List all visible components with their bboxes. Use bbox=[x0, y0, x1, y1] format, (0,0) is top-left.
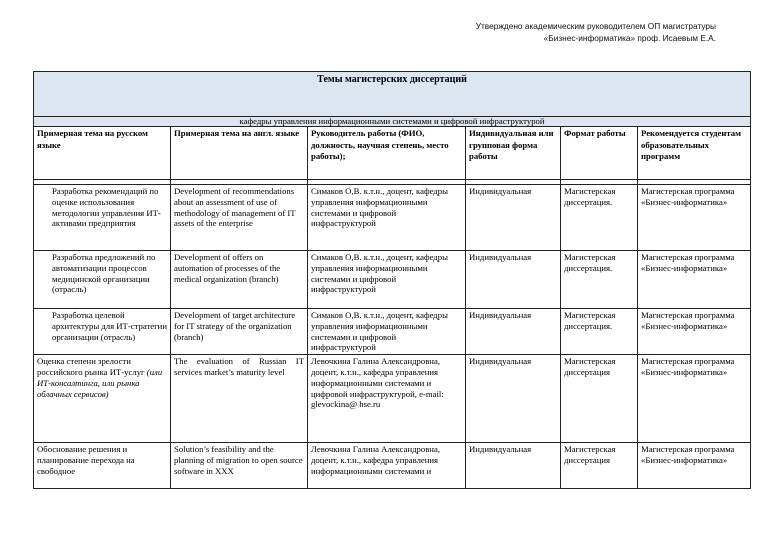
work-form: Индивидуальная bbox=[466, 185, 561, 251]
table-row bbox=[34, 443, 751, 489]
program: Магистерская программа «Бизнес-информатика» bbox=[638, 251, 751, 309]
header-program: Рекомендуется студентам образовательных программ bbox=[638, 127, 751, 180]
topic-ru bbox=[34, 355, 171, 443]
work-format: Магистерская диссертация bbox=[561, 443, 638, 489]
topic-ru: Обоснование решения и планирование перехода на свободное bbox=[34, 443, 171, 489]
work-format: Магистерская диссертация bbox=[561, 355, 638, 443]
supervisor: Левочкина Галина Александровна, доцент, к.т.н., кафедра управления информационными системами и цифровой инфраструктурой, e-mail: glevockina@ hse.ru bbox=[308, 355, 466, 443]
header-en-topic: Примерная тема на англ. языке bbox=[171, 127, 308, 180]
topic-en: Development of target architecture for IT strategy of the organization (branch) bbox=[171, 309, 308, 355]
topic-en: The evaluation of Russian IT services market’s maturity level bbox=[171, 355, 308, 443]
header-work-form: Индивидуальная или групповая форма работы bbox=[466, 127, 561, 180]
table-title: Темы магистерских диссертаций bbox=[34, 72, 751, 117]
work-format: Магистерская диссертация. bbox=[561, 309, 638, 355]
header-ru-topic: Примерная тема на русском языке bbox=[34, 127, 171, 180]
approval-line-1: Утверждено академическим руководителем ОП магистратуры bbox=[475, 21, 716, 31]
supervisor: Симаков О,В. к.т.н., доцент, кафедры управления информационными системами и цифровой инфраструктурой bbox=[308, 251, 466, 309]
work-form: Индивидуальная bbox=[466, 309, 561, 355]
topic-en: Development of recommendations about an assessment of use of methodology of management of IT assets of the enterprise bbox=[171, 185, 308, 251]
approval-line-2: «Бизнес-информатика» проф. Исаевым Е.А. bbox=[543, 33, 716, 43]
work-form: Индивидуальная bbox=[466, 355, 561, 443]
topic-ru: Разработка предложений по автоматизации процессов медицинской организации (отрасль) bbox=[34, 251, 171, 309]
work-format: Магистерская диссертация. bbox=[561, 251, 638, 309]
supervisor: Симаков О,В. к.т.н., доцент, кафедры управления информационными системами и цифровой инфраструктурой bbox=[308, 185, 466, 251]
header-supervisor: Руководитель работы (ФИО, должность, научная степень, место работы); bbox=[308, 127, 466, 180]
work-form: Индивидуальная bbox=[466, 251, 561, 309]
work-format: Магистерская диссертация. bbox=[561, 185, 638, 251]
topic-ru-note: (или ИТ-консалтинга, или рынка облачных сервисов) bbox=[37, 366, 163, 399]
approval-note bbox=[316, 20, 716, 44]
program: Магистерская программа «Бизнес-информатика» bbox=[638, 185, 751, 251]
work-form: Индивидуальная bbox=[466, 443, 561, 489]
table-row bbox=[34, 185, 751, 251]
header-row bbox=[34, 127, 751, 180]
supervisor: Симаков О,В. к.т.н., доцент, кафедры управления информационными системами и цифровой инфраструктурой bbox=[308, 309, 466, 355]
supervisor: Левочкина Галина Александровна, доцент, к.т.н., кафедра управления информационными системами и bbox=[308, 443, 466, 489]
table-row bbox=[34, 355, 751, 443]
topic-en: Development of offers on automation of processes of the medical organization (branch) bbox=[171, 251, 308, 309]
topic-ru: Разработка рекомендаций по оценке использования методологии управления ИТ-активами предприятия bbox=[34, 185, 171, 251]
table-row bbox=[34, 309, 751, 355]
topic-en: Solution’s feasibility and the planning of migration to open source software in XXX bbox=[171, 443, 308, 489]
thesis-topics-table bbox=[33, 71, 751, 489]
table-row bbox=[34, 251, 751, 309]
topic-ru: Разработка целевой архитектуры для ИТ-стратегии организации (отрасль) bbox=[34, 309, 171, 355]
program: Магистерская программа «Бизнес-информатика» bbox=[638, 309, 751, 355]
program: Магистерская программа «Бизнес-информатика» bbox=[638, 355, 751, 443]
topic-ru-text: Оценка степени зрелости российского рынка ИТ-услуг bbox=[37, 356, 145, 377]
table-subtitle: кафедры управления информационными системами и цифровой инфраструктурой bbox=[34, 117, 751, 127]
program: Магистерская программа «Бизнес-информатика» bbox=[638, 443, 751, 489]
header-work-format: Формат работы bbox=[561, 127, 638, 180]
